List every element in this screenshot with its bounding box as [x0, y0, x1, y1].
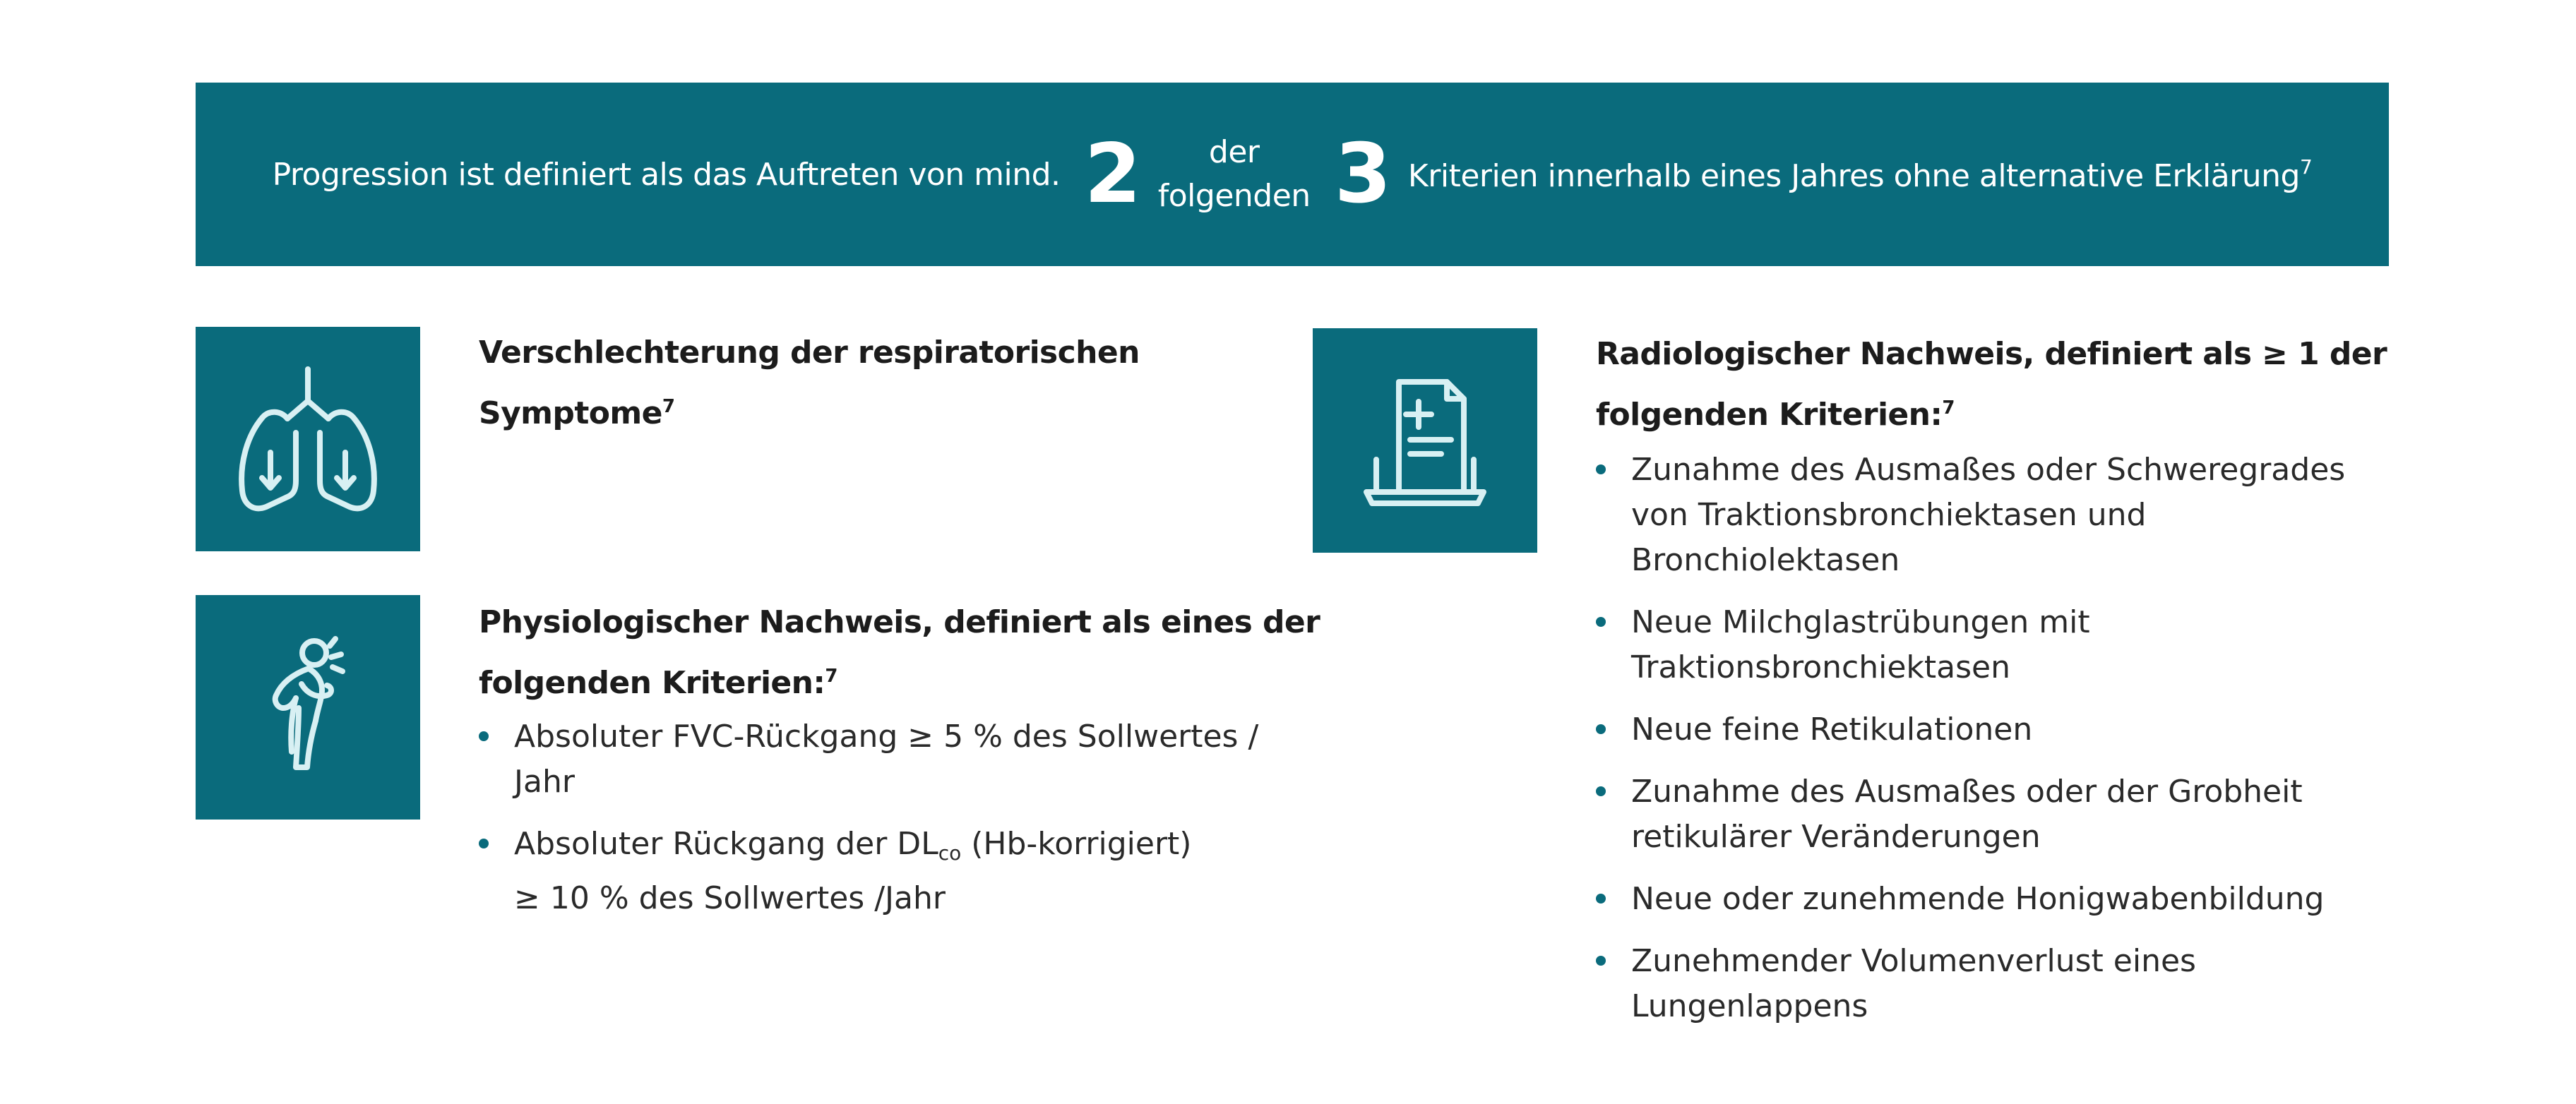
lungs-icon-box	[196, 327, 420, 551]
list-item	[479, 714, 1291, 805]
physiological-heading	[479, 596, 1320, 710]
list-item	[1596, 448, 2443, 583]
radiological-footnote: 7	[1942, 397, 1955, 419]
person-coughing-icon	[196, 595, 420, 820]
physiological-heading-line2-wrap	[479, 649, 1320, 710]
symptoms-heading	[479, 326, 1140, 440]
lungs-icon	[196, 327, 420, 551]
list-item	[1596, 877, 2443, 922]
list-item-line: retikulärer Veränderungen	[1631, 819, 2041, 855]
banner-text-after-label: Kriterien innerhalb eines Jahres ohne alternative Erklärung	[1407, 157, 2300, 194]
dlco-label: Absoluter Rückgang der DL	[514, 826, 938, 862]
medical-report-laptop-icon	[1313, 328, 1537, 553]
list-item-line: ≥ 10 % des Sollwertes /Jahr	[514, 880, 946, 916]
banner-number-a: 2	[1084, 126, 1141, 222]
list-item-line: Zunehmender Volumenverlust eines	[1631, 943, 2196, 979]
physiological-criteria-list	[479, 714, 1291, 938]
list-item-line: Zunahme des Ausmaßes oder der Grobheit	[1631, 774, 2303, 810]
symptoms-footnote: 7	[662, 396, 675, 417]
list-item-line: Neue feine Retikulationen	[1631, 712, 2033, 748]
list-item-line: Traktionsbronchiektasen	[1631, 649, 2010, 685]
medical-report-icon-box	[1313, 328, 1537, 553]
banner-text-before: Progression ist definiert als das Auftreten von mind.	[272, 156, 1061, 193]
banner-footnote: 7	[2299, 155, 2313, 179]
banner-mid-line2: folgenden	[1157, 178, 1311, 214]
dlco-suffix: (Hb-korrigiert)	[961, 826, 1192, 862]
list-item	[1596, 769, 2443, 860]
list-item	[1596, 939, 2443, 1029]
person-coughing-icon-box	[196, 595, 420, 820]
banner-number-b: 3	[1334, 126, 1391, 222]
list-item-line	[514, 822, 1291, 876]
list-item-line: von Traktionsbronchiektasen und	[1631, 497, 2147, 533]
list-item-line: Lungenlappens	[1631, 988, 1868, 1024]
list-item	[1596, 600, 2443, 690]
radiological-heading	[1596, 328, 2387, 442]
list-item-line: Neue oder zunehmende Honigwabenbildung	[1631, 881, 2325, 917]
radiological-heading-line2-wrap	[1596, 381, 2387, 442]
physiological-heading-line1: Physiologischer Nachweis, definiert als eines der	[479, 604, 1320, 640]
list-item-line: Neue Milchglastrübungen mit	[1631, 604, 2090, 640]
dlco-subscript: co	[938, 841, 962, 865]
symptoms-heading-line1: Verschlechterung der respiratorischen	[479, 335, 1140, 371]
list-item-line: Jahr	[514, 764, 575, 800]
banner-mid-text	[1158, 131, 1311, 218]
symptoms-heading-line2: Symptome	[479, 395, 662, 431]
radiological-heading-line2: folgenden Kriterien:	[1596, 397, 1943, 433]
list-item-line: Absoluter FVC-Rückgang ≥ 5 % des Sollwertes /	[514, 719, 1259, 755]
radiological-criteria-list	[1596, 448, 2443, 1046]
list-item-line: Bronchiolektasen	[1631, 542, 1900, 578]
list-item-line: Zunahme des Ausmaßes oder Schweregrades	[1631, 452, 2346, 488]
symptoms-heading-line2-wrap	[479, 380, 1140, 440]
criteria-banner	[196, 83, 2389, 266]
list-item	[1596, 707, 2443, 752]
physiological-footnote: 7	[825, 666, 837, 687]
radiological-heading-line1: Radiologischer Nachweis, definiert als ≥ 1 der	[1596, 336, 2387, 372]
physiological-heading-line2: folgenden Kriterien:	[479, 665, 825, 701]
banner-text-after	[1408, 155, 2312, 194]
banner-mid-line1: der	[1208, 134, 1260, 170]
list-item	[479, 822, 1291, 921]
